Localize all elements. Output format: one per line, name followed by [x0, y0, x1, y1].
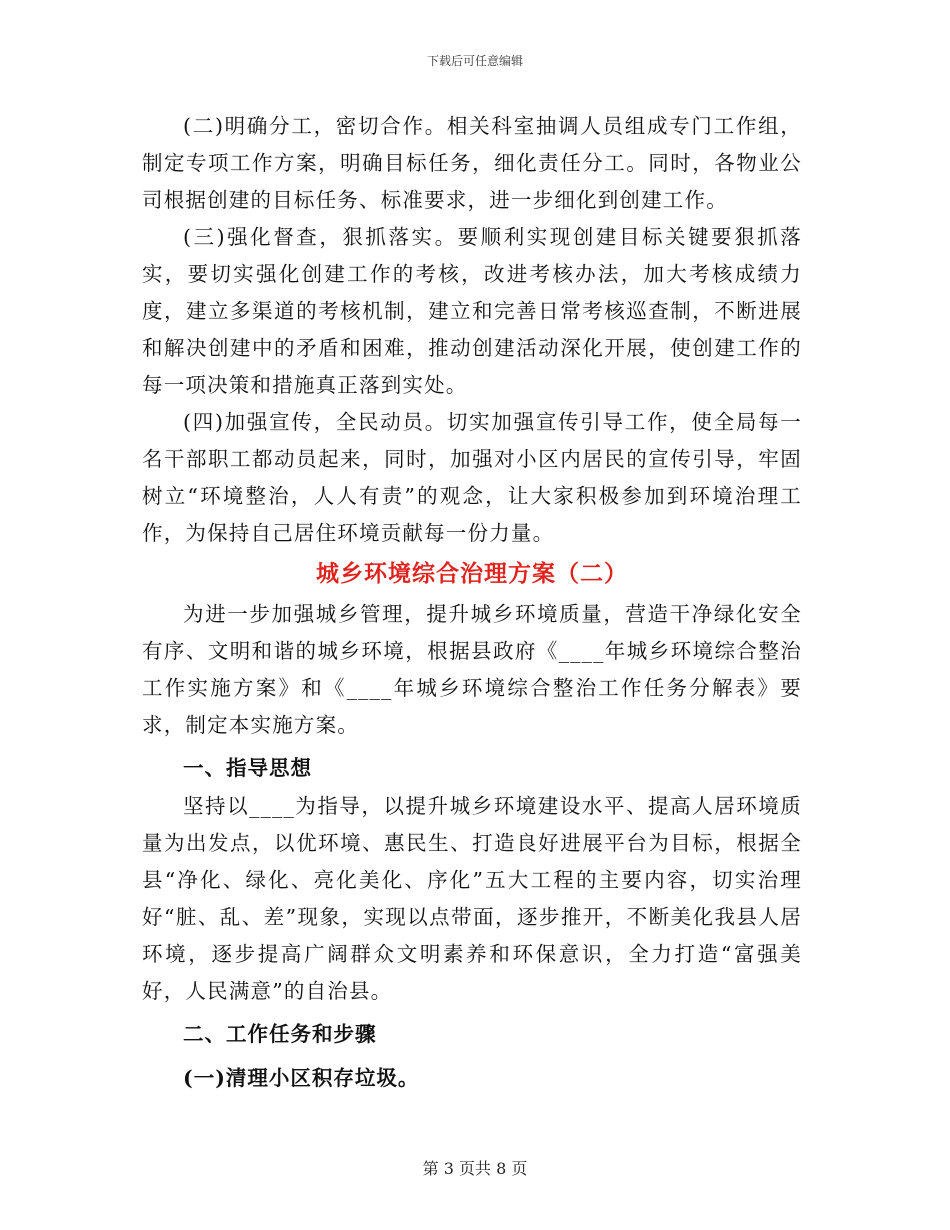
- paragraph-intro: 为进一步加强城乡管理，提升城乡环境质量，营造干净绿化安全有序、文明和谐的城乡环境，根据县政府《____年城乡环境综合整治工作实施方案》和《____年城乡环境综合整治工作任务分解表》要求，制定本实施方案。: [142, 602, 802, 737]
- section-title: 城乡环境综合治理方案（二）: [316, 560, 628, 587]
- heading-clean-garbage: (一)清理小区积存垃圾。: [183, 1066, 420, 1090]
- heading-guiding-ideology: 一、指导思想: [183, 756, 312, 780]
- paragraph-supervision: (三)强化督查，狠抓落实。要顺利实现创建目标关键要狠抓落实，要切实强化创建工作的考核，改进考核办法，加大考核成绩力度，建立多渠道的考核机制，建立和完善日常考核巡查制，不断进展和解决创建中的矛盾和困难，推动创建活动深化开展，使创建工作的每一项决策和措施真正落到实处。: [142, 225, 802, 397]
- paragraph-publicity: (四)加强宣传，全民动员。切实加强宣传引导工作，使全局每一名干部职工都动员起来，同时，加强对小区内居民的宣传引导，牢固树立“环境整治，人人有责”的观念，让大家积极参加到环境治理工作，为保持自己居住环境贡献每一份力量。: [142, 410, 802, 545]
- heading-tasks-and-steps: 二、工作任务和步骤: [183, 1022, 377, 1046]
- paragraph-division-of-labor: (二)明确分工，密切合作。相关科室抽调人员组成专门工作组，制定专项工作方案，明确目标任务，细化责任分工。同时，各物业公司根据创建的目标任务、标准要求，进一步细化到创建工作。: [142, 114, 802, 212]
- paragraph-guiding-ideology: 坚持以____为指导，以提升城乡环境建设水平、提高人居环境质量为出发点，以优环境、惠民生、打造良好进展平台为目标，根据全县“净化、绿化、亮化美化、序化”五大工程的主要内容，切实治理好“脏、乱、差”现象，实现以点带面，逐步推开，不断美化我县人居环境，逐步提高广阔群众文明素养和环保意识，全力打造“富强美好，人民满意”的自治县。: [142, 794, 802, 1003]
- page-footer-number: 第 3 页共 8 页: [422, 1159, 528, 1178]
- page-header-note: 下载后可任意编辑: [426, 54, 523, 68]
- document-body: [142, 108, 802, 1098]
